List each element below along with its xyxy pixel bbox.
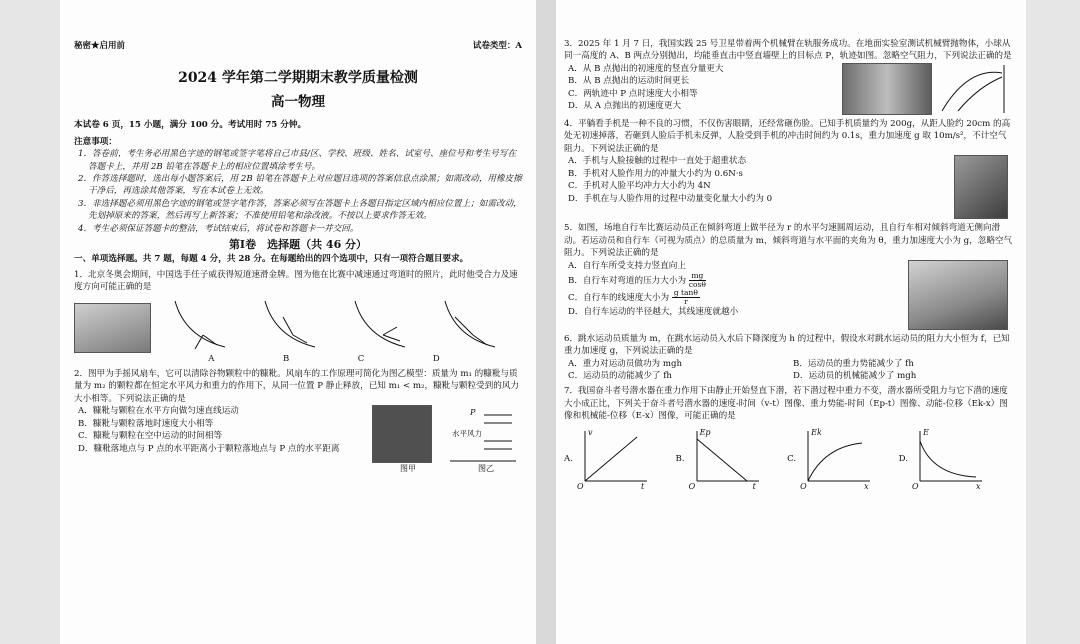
option-d: D．糠粃落地点与 P 点的水平距离小于颗粒落地点与 P 点的水平距离 [78,443,340,454]
diagram-d [445,301,495,347]
notice-item: 3．非选择题必须用黑色字迹的钢笔或签字笔作答，答案必须写在答题卡上各题目指定区域内相应位置上；如需改动，先划掉原来的答案，然后再写上新答案；不准使用铅笔和涂改液。不按以上要求作答无效。 [78,198,522,222]
page-gap [536,0,556,644]
trajectory-diagram [938,63,1008,115]
question-2: 2．图甲为手摇风扇车，它可以清除谷物颗粒中的糠粃。风扇车的工作原理可简化为图乙模型：质量为 m₁ 的糠粃与质量为 m₂ 的颗粒都在恒定水平风力和重力的作用下，从同一位置 P 静止释放，已知 m₁ < m₂，糠粃与颗粒受到的风力大小相等。下列说法正确的是 [74,368,520,404]
label-c: C [357,353,365,364]
wind-arrows [450,405,516,463]
secret-mark: 秘密★启用前 [74,41,126,51]
label-d: D [432,353,440,364]
question-1-labels [174,353,474,365]
option-c: C．糠粃与颗粒在空中运动的时间相等 [78,431,223,442]
option-c: C．运动员的动能减少了 fh [568,370,672,381]
question-5: 5．如图，场地自行车比赛运动员正在倾斜弯道上做半径为 r 的水平匀速圆周运动，且自行车相对倾斜弯道无侧向滑动。若运动员和自行车（可视为质点）的总质量为 m，倾斜弯道与水平面的夹角为 θ，重力加速度大小为 g，忽略空气阻力。下列说法正确的是 [564,223,1013,259]
option-d: D．手机在与人脸作用的过程中动量变化量大小约为 0 [568,193,773,204]
exam-page-1 [60,0,536,644]
diagram-c [355,301,405,347]
option-a: A．重力对运动员做功为 mgh [568,358,683,369]
option-b: B．自行车对弯道的压力大小为 $\frac{mg}{\cos\theta}$ [568,271,706,289]
option-a: A．从 B 点抛出的初速度的竖直分量更大 [568,63,724,74]
question-4: 4．平躺看手机是一种不良的习惯，不仅伤害眼睛，还经常砸伤脸。已知手机质量约为 200g，从距人脸约 20cm 的高处无初速掉落，若砸到人脸后手机未反弹，人脸受到手机的冲击时间约为 0.1s，重力加速度 g 取 10m/s²，不计空气阻力。下列说法正确的是 [564,118,1011,154]
paper-type: 试卷类型：A [472,41,522,51]
skater-photo [74,303,151,353]
question-3-body [564,63,1014,115]
question-7-graphs [564,429,1014,489]
option-c: C．两轨迹中 P 点时速度大小相等 [568,88,698,99]
question-7: 7．我国奋斗者号潜水器在重力作用下由静止开始竖直下潜，若下潜过程中重力不变，潜水器所受阻力与它下潜的速度大小成正比，下列关于奋斗者号潜水器的速度-时间（v-t）图像、重力势能-时间（Ep-t）图像、动能-位移（Ek-x）图像和机械能-位移（E-x）图像，可能正确的是 [564,386,1008,422]
question-2-body [74,405,522,475]
fig-yi-label: 图乙 [478,464,494,474]
question-6: 6．跳水运动员质量为 m，在跳水运动员入水后下降深度为 h 的过程中，假设水对跳水运动员的阻力大小恒为 f，已知重力加速度 g，下列说法正确的是 [564,333,1010,357]
exam-subject: 高一物理 [271,93,325,110]
option-b: B．从 B 点抛出的运动时间更长 [568,76,690,87]
phone-face-photo [954,155,1008,219]
wind-model [450,405,516,463]
winnower-photo [372,405,432,463]
force-velocity-diagrams [155,297,522,353]
question-4-body [564,155,1014,219]
graph-b: B. Ep t O [676,429,761,489]
option-d: D．自行车运动的半径越大，其线速度就越小 [568,306,739,317]
exam-title: 2024 学年第二学期期末教学质量检测 [178,70,418,87]
question-5-body [564,260,1014,330]
section-instruction: 一、单项选择题。共 7 题，每题 4 分，共 28 分。在每题给出的四个选项中，只有一项符合题目要求。 [74,254,469,265]
diagram-a [175,301,225,349]
question-3: 3．2025 年 1 月 7 日，我国实践 25 号卫星带着两个机械臂在轨服务成功。在地面实验室测试机械臂抛物体，小球从同一高度的 A、B 两点分别抛出，均能垂直击中竖直墙壁上的目标点 P，轨迹如图。忽略空气阻力，下列说法正确的是 [564,39,1012,62]
section-title: 第Ⅰ卷 选择题（共 46 分） [228,238,368,252]
label-b: B [282,353,290,364]
notice-title: 注意事项： [74,136,117,147]
page-header [74,40,522,52]
robot-arm-photo [842,63,932,115]
graph-c: C. Ek x O [787,429,872,489]
option-c: C．手机对人脸平均冲力大小约为 4N [568,181,711,192]
graph-a: A. v t O [564,429,649,489]
option-a: A．手机与人脸接触的过程中一直处于超重状态 [568,156,747,167]
notice-item: 2．作答选择题时，选出每小题答案后，用 2B 铅笔在答题卡上对应题目选项的答案信息点涂黑；如需改动，用橡皮擦干净后，再选涂其他答案，写在本试卷上无效。 [78,173,522,197]
exam-page-2 [556,0,1026,644]
graph-d: D. E x O [899,429,984,489]
option-b: B．糠粃与颗粒落地时速度大小相等 [78,418,214,429]
question-6-options [564,358,1014,370]
diagram-b [265,301,315,347]
option-d: D．运动员的机械能减少了 mgh [793,370,917,381]
cyclist-photo [908,260,1008,330]
option-b: B．手机对人脸作用力的冲量大小约为 0.6N·s [568,168,743,179]
fig-jia-label: 图甲 [400,464,416,474]
option-d: D．从 A 点抛出的初速度更大 [568,101,682,112]
option-b: B．运动员的重力势能减少了 fh [793,358,914,369]
fraction: $\frac{mg}{\cos\theta}$ [688,271,706,289]
question-1: 1．北京冬奥会期间，中国选手任子威获得短道速滑金牌。图为他在比赛中减速通过弯道时的照片，此时他受合力及速度方向可能正确的是 [74,269,518,293]
exam-meta: 本试卷 6 页，15 小题，满分 100 分。考试用时 75 分钟。 [74,120,307,131]
notice-item: 4．考生必须保证答题卡的整洁，考试结束后，将试卷和答题卡一并交回。 [78,223,359,234]
wind-label: 水平风力 [452,429,482,439]
fraction: $\frac{\text{g tanθ}}{r}$ [673,287,698,306]
label-a: A [208,353,215,364]
question-1-figures [74,297,522,353]
point-p-label: P [470,408,476,418]
notice-item: 1．答卷前，考生务必用黑色字迹的钢笔或签字笔将自己市县/区、学校、班级、姓名、试室号、座位号和考生号写在答题卡上，并用 2B 铅笔在答题卡上的相应位置填涂考生号。 [78,149,517,172]
option-a: A．糠粃与颗粒在水平方向做匀速直线运动 [78,406,239,417]
option-c: C．自行车的线速度大小为 $\frac{\text{g tanθ}}{r}$ [568,287,698,306]
option-a: A．自行车所受支持力竖直向上 [568,260,686,271]
